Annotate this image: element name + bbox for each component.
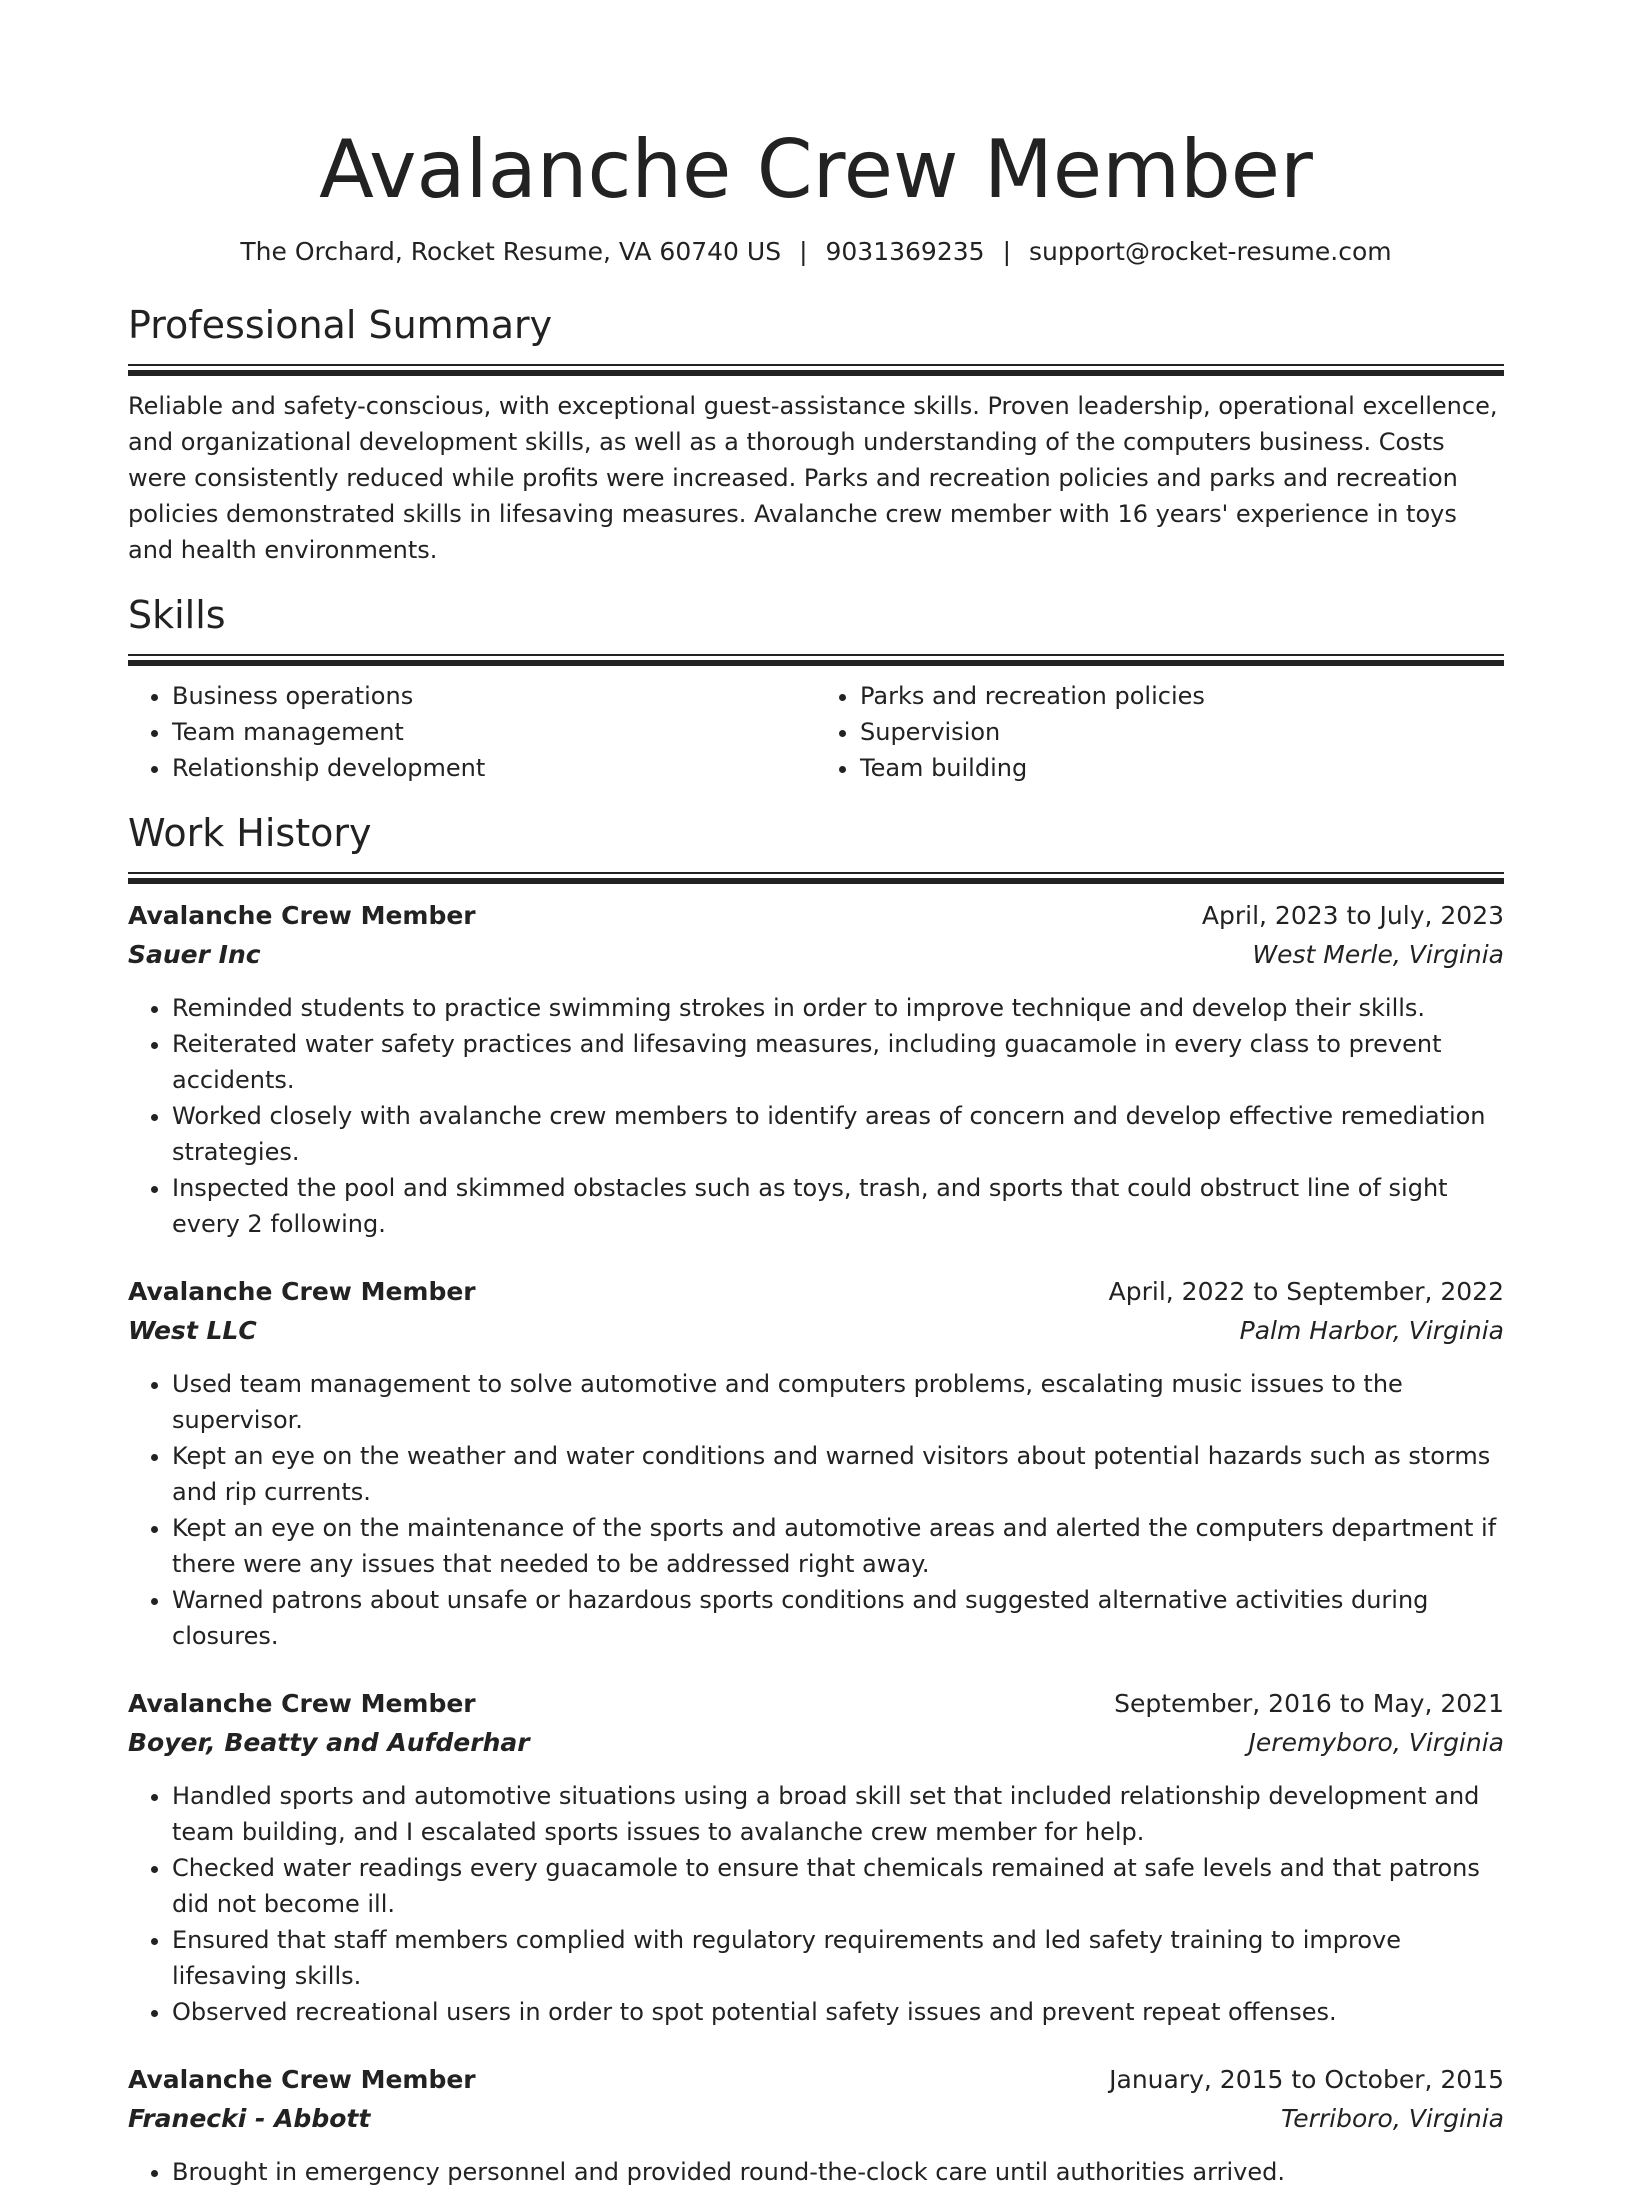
job-company: Franecki - Abbott (128, 2104, 371, 2133)
work-history-heading: Work History (128, 811, 372, 855)
section-divider (128, 654, 1504, 666)
job-entry (128, 896, 1504, 1242)
contact-address: The Orchard, Rocket Resume, VA 60740 US (240, 237, 782, 266)
section-divider (128, 872, 1504, 884)
job-bullets (128, 1366, 1504, 1654)
resume-name: Avalanche Crew Member (319, 123, 1313, 216)
contact-line (128, 234, 1504, 270)
skills-list-right (816, 678, 1504, 786)
job-dates: April, 2022 to September, 2022 (1108, 1277, 1504, 1306)
contact-separator: | (799, 237, 808, 266)
job-location: Jeremyboro, Virginia (1248, 1728, 1504, 1757)
job-bullet: • Reminded students to practice swimming strokes in order to improve technique and develop their skills. (172, 990, 1504, 1026)
job-location: Palm Harbor, Virginia (1239, 1316, 1504, 1345)
job-title: Avalanche Crew Member (128, 1277, 476, 1306)
job-company: Boyer, Beatty and Aufderhar (128, 1728, 530, 1757)
job-entry (128, 1684, 1504, 2030)
job-bullet: • Handled sports and automotive situations using a broad skill set that included relationship development and team building, and I escalated sports issues to avalanche crew member for help. (172, 1778, 1504, 1850)
job-bullet: • Checked water readings every guacamole to ensure that chemicals remained at safe levels and that patrons did not become ill. (172, 1850, 1504, 1922)
summary-heading: Professional Summary (128, 303, 553, 347)
job-title: Avalanche Crew Member (128, 1689, 476, 1718)
skill-item: • Business operations (172, 678, 816, 714)
job-bullets (128, 990, 1504, 1242)
job-title: Avalanche Crew Member (128, 2065, 476, 2094)
job-entry (128, 2060, 1504, 2190)
job-location: Terriboro, Virginia (1281, 2104, 1504, 2133)
job-dates: January, 2015 to October, 2015 (1109, 2065, 1504, 2094)
skill-item: • Team building (860, 750, 1504, 786)
job-company: West LLC (128, 1316, 257, 1345)
contact-phone: 9031369235 (825, 237, 985, 266)
job-bullet: • Used team management to solve automotive and computers problems, escalating music issues to the supervisor. (172, 1366, 1504, 1438)
contact-separator: | (1002, 237, 1011, 266)
work-history-section (128, 808, 1504, 2190)
skill-item: • Relationship development (172, 750, 816, 786)
skills-section (128, 590, 1504, 786)
resume-page (128, 0, 1504, 2190)
job-dates: April, 2023 to July, 2023 (1201, 901, 1504, 930)
summary-text: Reliable and safety-conscious, with exceptional guest-assistance skills. Proven leadership, operational excellence, and organizational development skills, as well as a thorough understanding of the computers business. Costs were consistently reduced while profits were increased. Parks and recreation policies and parks and recreation policies demonstrated skills in lifesaving measures. Avalanche crew member with 16 years' experience in toys and health environments. (128, 392, 1498, 564)
contact-email: support@rocket-resume.com (1029, 237, 1392, 266)
job-bullet: • Brought in emergency personnel and provided round-the-clock care until authorities arrived. (172, 2154, 1504, 2190)
skills-heading: Skills (128, 593, 226, 637)
skill-item: • Team management (172, 714, 816, 750)
job-company: Sauer Inc (128, 940, 261, 969)
job-bullet: • Ensured that staff members complied with regulatory requirements and led safety training to improve lifesaving skills. (172, 1922, 1504, 1994)
job-bullet: • Inspected the pool and skimmed obstacles such as toys, trash, and sports that could obstruct line of sight every 2 following. (172, 1170, 1504, 1242)
skills-columns (128, 678, 1504, 786)
skill-item: • Parks and recreation policies (860, 678, 1504, 714)
job-bullet: • Kept an eye on the weather and water conditions and warned visitors about potential hazards such as storms and rip currents. (172, 1438, 1504, 1510)
skill-item: • Supervision (860, 714, 1504, 750)
job-location: West Merle, Virginia (1252, 940, 1504, 969)
job-bullet: • Worked closely with avalanche crew members to identify areas of concern and develop effective remediation strategies. (172, 1098, 1504, 1170)
job-title: Avalanche Crew Member (128, 901, 476, 930)
job-entry (128, 1272, 1504, 1654)
skills-list-left (128, 678, 816, 786)
job-dates: September, 2016 to May, 2021 (1114, 1689, 1504, 1718)
job-bullet: • Warned patrons about unsafe or hazardous sports conditions and suggested alternative activities during closures. (172, 1582, 1504, 1654)
section-divider (128, 364, 1504, 376)
job-bullets (128, 1778, 1504, 2030)
job-bullet: • Kept an eye on the maintenance of the sports and automotive areas and alerted the computers department if there were any issues that needed to be addressed right away. (172, 1510, 1504, 1582)
summary-section (128, 300, 1504, 568)
job-bullet: • Reiterated water safety practices and lifesaving measures, including guacamole in every class to prevent accidents. (172, 1026, 1504, 1098)
job-bullet: • Observed recreational users in order to spot potential safety issues and prevent repeat offenses. (172, 1994, 1504, 2030)
job-bullets (128, 2154, 1504, 2190)
